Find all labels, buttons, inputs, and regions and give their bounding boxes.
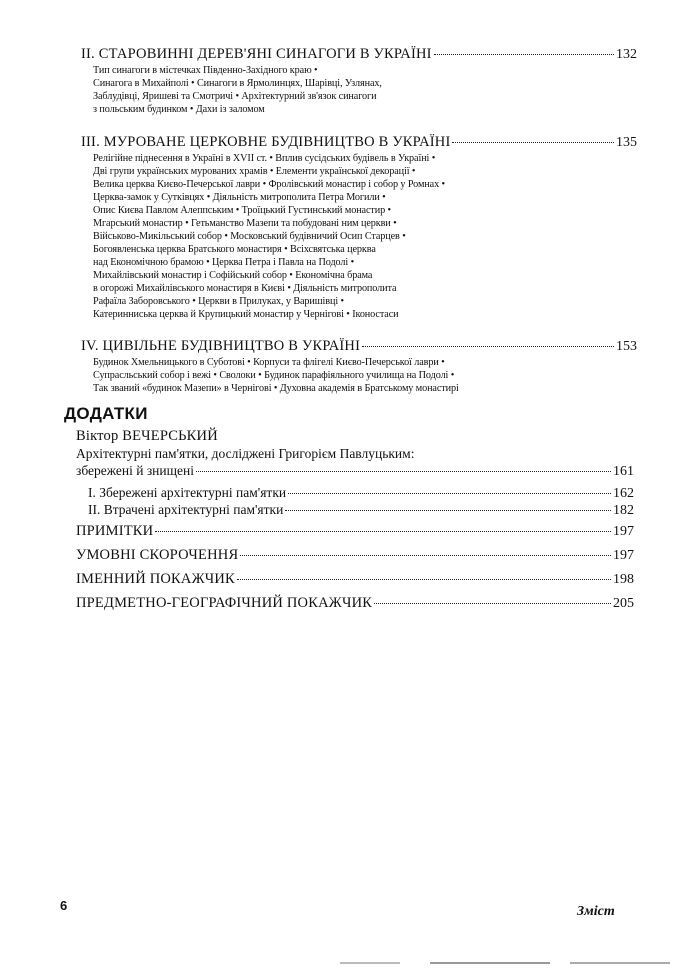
toc-section-3 bbox=[81, 134, 637, 151]
leader-dots bbox=[285, 510, 611, 511]
leader-dots bbox=[374, 603, 611, 604]
entry-title: ПРЕДМЕТНО-ГЕОГРАФІЧНИЙ ПОКАЖЧИК bbox=[76, 595, 373, 611]
entry-title: ІМЕННИЙ ПОКАЖЧИК bbox=[76, 571, 235, 587]
page-number: 132 bbox=[616, 47, 637, 62]
section-subtopic: Тип синагоги в містечках Південно-Західного краю • bbox=[93, 65, 318, 76]
entry-title: ПРИМІТКИ bbox=[76, 523, 154, 539]
page-number: 198 bbox=[613, 572, 634, 587]
section-subtopic: Велика церква Києво-Печерської лаври • Фролівський монастир і собор у Ромнах • bbox=[93, 179, 445, 190]
leader-dots bbox=[196, 471, 611, 472]
section-subtopic: Михайлівський монастир і Софійський собор • Економічна брама bbox=[93, 270, 373, 281]
appendix-part-1 bbox=[88, 485, 634, 502]
section-subtopic: Синагога в Михайполі • Синагоги в Ярмолинцях, Шарівці, Узлянах, bbox=[93, 78, 382, 89]
page-number: 161 bbox=[613, 464, 634, 479]
section-title: II. СТАРОВИННІ ДЕРЕВ'ЯНІ СИНАГОГИ В УКРАЇНІ bbox=[81, 46, 432, 62]
part-title: II. Втрачені архітектурні пам'ятки bbox=[88, 502, 284, 517]
section-subtopic: Рафаїла Заборовського • Церкви в Прилуках, у Варишівці • bbox=[93, 296, 344, 307]
page-number: 162 bbox=[613, 486, 634, 501]
leader-dots bbox=[155, 531, 611, 532]
appendix-heading: ДОДАТКИ bbox=[64, 404, 148, 423]
section-subtopic: над Економічною брамою • Церква Петра і Павла на Подолі • bbox=[93, 257, 355, 268]
section-subtopic: Військово-Микільський собор • Московський будівничий Осип Старцев • bbox=[93, 231, 406, 242]
section-subtopic: Катеринниська церква й Крупицький монастир у Чернігові • Іконостаси bbox=[93, 309, 399, 320]
scan-artifact bbox=[570, 962, 670, 964]
toc-section-4 bbox=[81, 338, 637, 355]
page-number: 197 bbox=[613, 524, 634, 539]
entry-title: УМОВНІ СКОРОЧЕННЯ bbox=[76, 547, 239, 563]
toc-section-2 bbox=[81, 46, 637, 63]
page-number: 197 bbox=[613, 548, 634, 563]
footer-running-title: Зміст bbox=[577, 904, 615, 919]
leader-dots bbox=[452, 142, 614, 143]
scan-artifact bbox=[430, 962, 550, 964]
toc-entry-name-index bbox=[76, 571, 634, 588]
section-subtopic: Церква-замок у Сутківцях • Діяльність митрополита Петра Могили • bbox=[93, 192, 386, 203]
section-subtopic: Мгарський монастир • Гетьманство Мазепи та побудовані ним церкви • bbox=[93, 218, 397, 229]
section-subtopic: Дві групи українських мурованих храмів • Елементи української декорації • bbox=[93, 166, 416, 177]
leader-dots bbox=[237, 579, 611, 580]
appendix-author: Віктор ВЕЧЕРСЬКИЙ bbox=[76, 428, 218, 444]
section-subtopic: Будинок Хмельницького в Суботові • Корпуси та флігелі Києво-Печерської лаври • bbox=[93, 357, 445, 368]
footer-page-number: 6 bbox=[60, 898, 68, 913]
section-subtopic: Супрасльський собор і вежі • Сволоки • Будинок парафіяльного училища на Подолі • bbox=[93, 370, 455, 381]
section-subtopic: Заблудівці, Яришеві та Смотричі • Архітектурний зв'язок синагоги bbox=[93, 91, 377, 102]
section-subtopic: Богоявленська церква Братського монастиря • Всіхсвятська церква bbox=[93, 244, 376, 255]
toc-entry-abbreviations bbox=[76, 547, 634, 564]
section-subtopic: з польським будинком • Дахи із заломом bbox=[93, 104, 265, 115]
appendix-article-title-end: збережені й знищені bbox=[76, 463, 194, 478]
leader-dots bbox=[362, 346, 614, 347]
toc-entry-notes bbox=[76, 523, 634, 540]
section-title: III. МУРОВАНЕ ЦЕРКОВНЕ БУДІВНИЦТВО В УКРАЇНІ bbox=[81, 134, 451, 150]
part-title: I. Збережені архітектурні пам'ятки bbox=[88, 485, 287, 500]
section-subtopic: Опис Києва Павлом Алеппським • Троїцький Густинський монастир • bbox=[93, 205, 392, 216]
leader-dots bbox=[240, 555, 611, 556]
appendix-article-title: Архітектурні пам'ятки, досліджені Григорієм Павлуцьким: bbox=[76, 446, 415, 461]
leader-dots bbox=[434, 54, 614, 55]
section-title: IV. ЦИВІЛЬНЕ БУДІВНИЦТВО В УКРАЇНІ bbox=[81, 338, 361, 354]
page-number: 182 bbox=[613, 503, 634, 518]
section-subtopic: Релігійне піднесення в Україні в XVII ст. • Вплив сусідських будівель в Україні • bbox=[93, 153, 436, 164]
section-subtopic: в огорожі Михайлівського монастиря в Києві • Діяльність митрополита bbox=[93, 283, 397, 294]
leader-dots bbox=[288, 493, 611, 494]
page-number: 205 bbox=[613, 596, 634, 611]
appendix-part-2 bbox=[88, 502, 634, 519]
appendix-article-entry bbox=[76, 463, 634, 480]
toc-entry-subject-index bbox=[76, 595, 634, 612]
page-number: 153 bbox=[616, 339, 637, 354]
page-number: 135 bbox=[616, 135, 637, 150]
scan-artifact bbox=[340, 962, 400, 964]
section-subtopic: Так званий «будинок Мазепи» в Чернігові • Духовна академія в Братському монастирі bbox=[93, 383, 459, 394]
